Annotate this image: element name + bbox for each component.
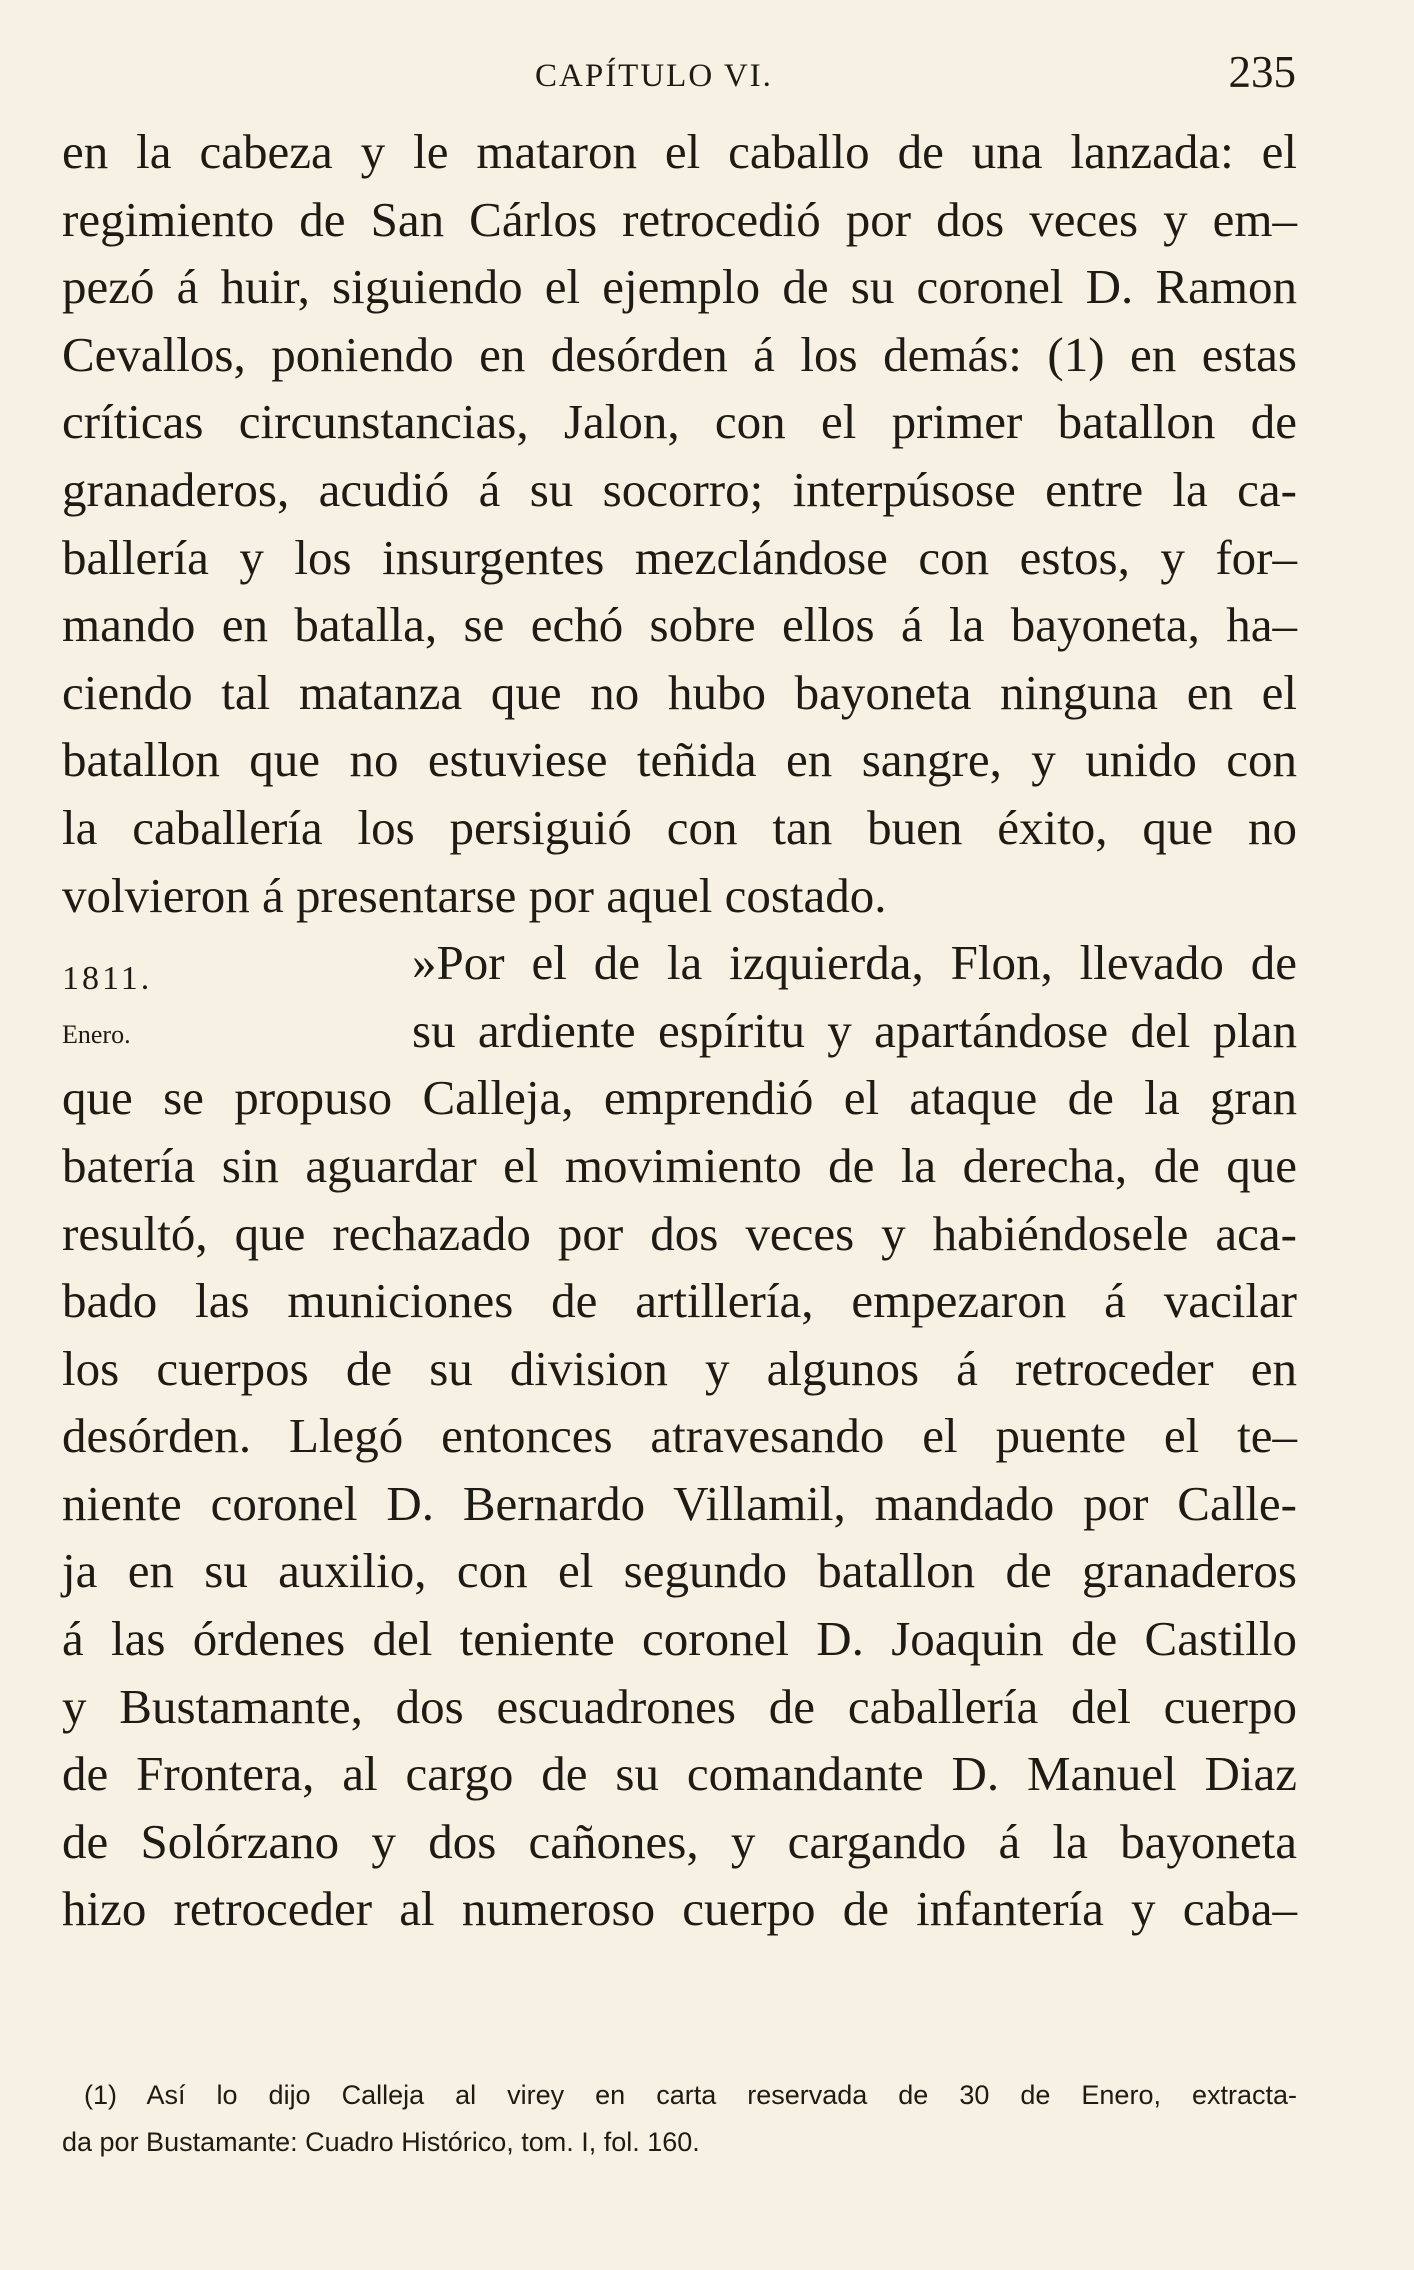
text-line: resultó, que rechazado por dos veces y habiéndosele aca- [62,1205,1297,1261]
text-line: á las órdenes del teniente coronel D. Joaquin de Castillo [62,1611,1297,1667]
margin-note-year: 1811. [62,960,153,997]
text-line: mando en batalla, se echó sobre ellos á la bayoneta, ha– [62,597,1297,653]
paragraph-end-line: volvieron á presentarse por aquel costado. [62,867,887,923]
text-line: de Frontera, al cargo de su comandante D. Manuel Diaz [62,1746,1297,1802]
body-text [62,118,1297,1943]
text-line: batería sin aguardar el movimiento de la derecha, de que [62,1137,1297,1193]
page-number: 235 [1228,47,1296,97]
footnote-line: da por Bustamante: Cuadro Histórico, tom. I, fol. 160. [62,2127,700,2157]
text-line: ja en su auxilio, con el segundo batallon de granaderos [62,1543,1297,1599]
margin-note-month: Enero. [62,1020,131,1049]
footnotes [62,2072,1297,2166]
text-line: Cevallos, poniendo en desórden á los demás: (1) en estas [62,326,1297,382]
indented-line: »Por el de la izquierda, Flon, llevado de [412,935,1297,991]
indented-line: su ardiente espíritu y apartándose del plan [412,1002,1297,1058]
text-line: y Bustamante, dos escuadrones de caballería del cuerpo [62,1678,1297,1734]
text-line: ballería y los insurgentes mezclándose con estos, y for– [62,529,1297,585]
text-line: la caballería los persiguió con tan buen éxito, que no [62,799,1297,855]
text-line: bado las municiones de artillería, empezaron á vacilar [62,1273,1297,1329]
chapter-title: CAPÍTULO VI. [535,58,773,94]
text-line: batallon que no estuviese teñida en sangre, y unido con [62,732,1297,788]
text-line: niente coronel D. Bernardo Villamil, mandado por Calle- [62,1475,1297,1531]
text-line: críticas circunstancias, Jalon, con el primer batallon de [62,394,1297,450]
text-line: granaderos, acudió á su socorro; interpúsose entre la ca- [62,461,1297,517]
text-line: regimiento de San Cárlos retrocedió por dos veces y em– [62,191,1297,247]
text-line: ciendo tal matanza que no hubo bayoneta ninguna en el [62,664,1297,720]
text-line: pezó á huir, siguiendo el ejemplo de su coronel D. Ramon [62,259,1297,315]
footnote-line: (1) Así lo dijo Calleja al virey en carta reservada de 30 de Enero, extracta- [84,2080,1297,2110]
text-line: de Solórzano y dos cañones, y cargando á la bayoneta [62,1813,1297,1869]
text-line: en la cabeza y le mataron el caballo de una lanzada: el [62,124,1297,179]
text-line: los cuerpos de su division y algunos á retroceder en [62,1340,1297,1396]
running-head [0,46,1414,106]
text-line: que se propuso Calleja, emprendió el ataque de la gran [62,1070,1297,1126]
text-line: hizo retroceder al numeroso cuerpo de infantería y caba– [62,1881,1297,1937]
text-line: desórden. Llegó entonces atravesando el puente el te– [62,1408,1297,1464]
